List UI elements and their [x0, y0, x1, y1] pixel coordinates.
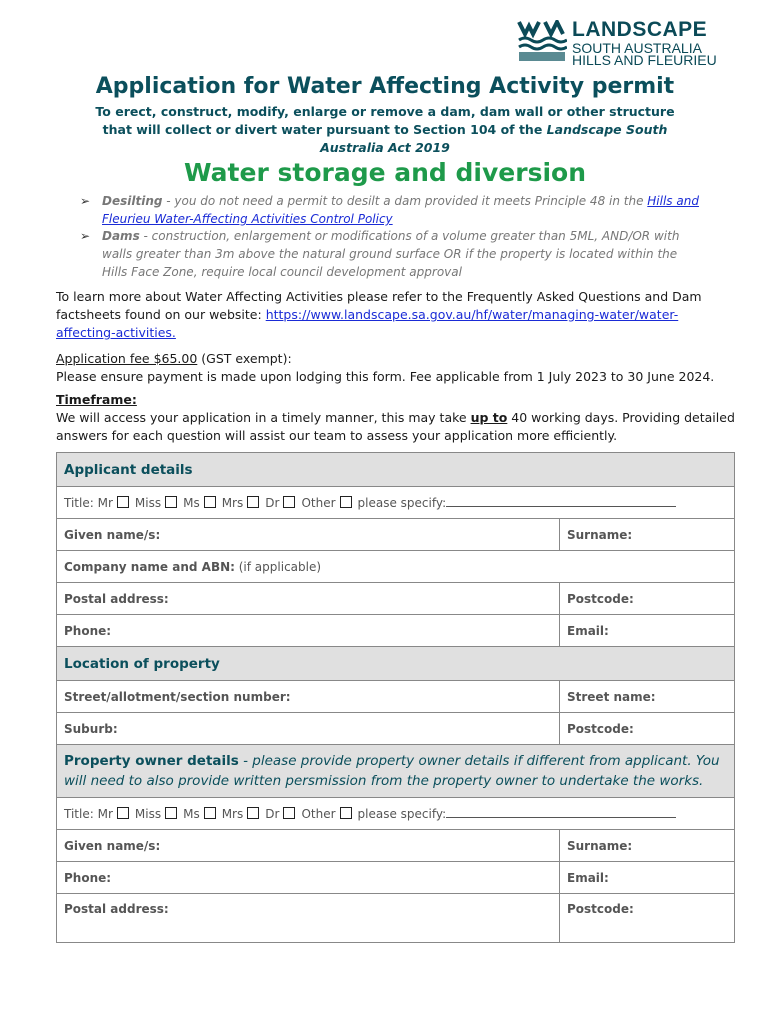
title-option-label: Miss	[134, 806, 162, 821]
owner-title-row	[57, 798, 735, 830]
title-option-label: Miss	[134, 495, 162, 510]
owner-surname-field[interactable]	[560, 830, 735, 862]
checkbox-ms[interactable]	[204, 496, 216, 508]
owner-header-title: Property owner details	[64, 753, 239, 769]
owner-checkbox-mr[interactable]	[117, 807, 129, 819]
phone-field[interactable]	[57, 615, 560, 647]
bullet-term: Dams	[102, 229, 140, 243]
owner-checkbox-dr[interactable]	[283, 807, 295, 819]
fee-label: Application fee $65.00	[56, 351, 198, 366]
owner-details-header	[57, 745, 735, 798]
field-label: Phone:	[64, 870, 112, 885]
owner-header-note: - please provide property owner details if different from applicant. You will need to also provide written persmission from the property owner to undertake the works.	[64, 753, 720, 789]
title-label: Title:	[64, 495, 94, 510]
timeframe-section	[56, 391, 736, 445]
location-header: Location of property	[57, 647, 735, 681]
field-label: Given name/s:	[64, 527, 161, 542]
subtitle-text: To erect, construct, modify, enlarge or remove a dam, dam wall or other structure that will collect or divert water pursuant to Section 104 of the	[95, 104, 675, 137]
checkbox-miss[interactable]	[165, 496, 177, 508]
field-label: Surname:	[567, 838, 633, 853]
title-row	[57, 487, 735, 519]
landscape-sa-logo	[517, 18, 732, 68]
field-label: Street/allotment/section number:	[64, 689, 291, 704]
timeframe-text-end: 40 working days. Providing detailed answers for each question will assist our team to assess your application more efficiently.	[56, 410, 735, 443]
subtitle	[80, 103, 690, 157]
logo-waves-icon	[517, 20, 567, 62]
fee-text: Please ensure payment is made upon lodging this form. Fee applicable from 1 July 2023 to 30 June 2024.	[56, 369, 715, 384]
postcode-field[interactable]	[560, 583, 735, 615]
logo-line3: HILLS AND FLEURIEU	[572, 52, 717, 68]
timeframe-text: We will access your application in a timely manner, this may take	[56, 410, 471, 425]
arrow-bullet-icon: ➢	[80, 194, 91, 208]
bullet-term: Desilting	[102, 194, 163, 208]
checkbox-mr[interactable]	[117, 496, 129, 508]
title-option-label: Mr	[97, 495, 113, 510]
fee-section	[56, 350, 736, 386]
checkbox-mrs[interactable]	[247, 496, 259, 508]
field-label: Postal address:	[64, 902, 169, 916]
title-label: Title:	[64, 806, 94, 821]
field-label: Suburb:	[64, 721, 118, 736]
street-name-field[interactable]	[560, 681, 735, 713]
please-specify-label: please specify:	[357, 806, 447, 821]
fee-note: (GST exempt):	[197, 351, 292, 366]
arrow-bullet-icon: ➢	[80, 229, 91, 243]
location-postcode-field[interactable]	[560, 713, 735, 745]
title-option-label: Mrs	[221, 495, 244, 510]
title-option-label: Ms	[183, 806, 200, 821]
website-link[interactable]: https://www.landscape.sa.gov.au/hf/water/managing-water/water-affecting-activities.	[56, 307, 679, 340]
field-label: Postcode:	[567, 721, 634, 736]
postal-address-field[interactable]	[57, 583, 560, 615]
company-field[interactable]	[57, 551, 735, 583]
owner-given-names-field[interactable]	[57, 830, 560, 862]
owner-email-field[interactable]	[560, 862, 735, 894]
learn-more-text: To learn more about Water Affecting Activities please refer to the Frequently Asked Questions and Dam factsheets found on our website:	[56, 289, 702, 322]
field-label: Street name:	[567, 689, 656, 704]
applicant-details-header: Applicant details	[57, 453, 735, 487]
field-label: Company name and ABN:	[64, 559, 235, 574]
field-label: Postal address:	[64, 591, 169, 606]
field-label: Email:	[567, 623, 609, 638]
owner-checkbox-mrs[interactable]	[247, 807, 259, 819]
title-option-label: Mrs	[221, 806, 244, 821]
bullet-desilting	[80, 192, 700, 228]
owner-checkbox-miss[interactable]	[165, 807, 177, 819]
timeframe-label: Timeframe:	[56, 392, 137, 407]
owner-postal-address-field[interactable]	[57, 894, 560, 943]
field-label: Postcode:	[567, 902, 634, 916]
owner-specify-field[interactable]	[446, 817, 676, 818]
checkbox-dr[interactable]	[283, 496, 295, 508]
section-heading: Water storage and diversion	[184, 158, 586, 187]
field-label: Given name/s:	[64, 838, 161, 853]
specify-field[interactable]	[446, 506, 676, 507]
act-name: Landscape South Australia Act 2019	[320, 122, 668, 155]
logo-line1: LANDSCAPE	[572, 18, 708, 41]
checkbox-other[interactable]	[340, 496, 352, 508]
surname-field[interactable]	[560, 519, 735, 551]
field-label: Surname:	[567, 527, 633, 542]
title-option-label: Dr	[265, 806, 280, 821]
title-option-label: Other	[301, 495, 336, 510]
owner-postcode-field[interactable]	[560, 894, 735, 943]
please-specify-label: please specify:	[357, 495, 447, 510]
field-label: Email:	[567, 870, 609, 885]
title-option-label: Mr	[97, 806, 113, 821]
application-form	[56, 452, 735, 943]
bullet-text: - construction, enlargement or modifications of a volume greater than 5ML, AND/OR with walls greater than 3m above the natural ground surface OR if the property is located within the Hills Face Zone, require local council development approval	[102, 229, 680, 279]
page-title: Application for Water Affecting Activity permit	[95, 74, 675, 99]
owner-phone-field[interactable]	[57, 862, 560, 894]
title-option-label: Ms	[183, 495, 200, 510]
bullet-text: - you do not need a permit to desilt a dam provided it meets Principle 48 in the	[162, 194, 648, 208]
title-option-label: Dr	[265, 495, 280, 510]
field-label: Postcode:	[567, 591, 634, 606]
email-field[interactable]	[560, 615, 735, 647]
learn-more	[56, 288, 736, 342]
owner-checkbox-other[interactable]	[340, 807, 352, 819]
given-names-field[interactable]	[57, 519, 560, 551]
timeframe-emphasis: up to	[470, 410, 508, 425]
logo-line2: SOUTH AUSTRALIA	[572, 40, 702, 56]
bullet-dams	[80, 227, 700, 281]
field-note: (if applicable)	[234, 559, 322, 574]
street-number-field[interactable]	[57, 681, 560, 713]
control-policy-link[interactable]: Hills and Fleurieu Water-Affecting Activities Control Policy	[102, 194, 699, 226]
owner-checkbox-ms[interactable]	[204, 807, 216, 819]
title-option-label: Other	[301, 806, 336, 821]
field-label: Phone:	[64, 623, 112, 638]
suburb-field[interactable]	[57, 713, 560, 745]
